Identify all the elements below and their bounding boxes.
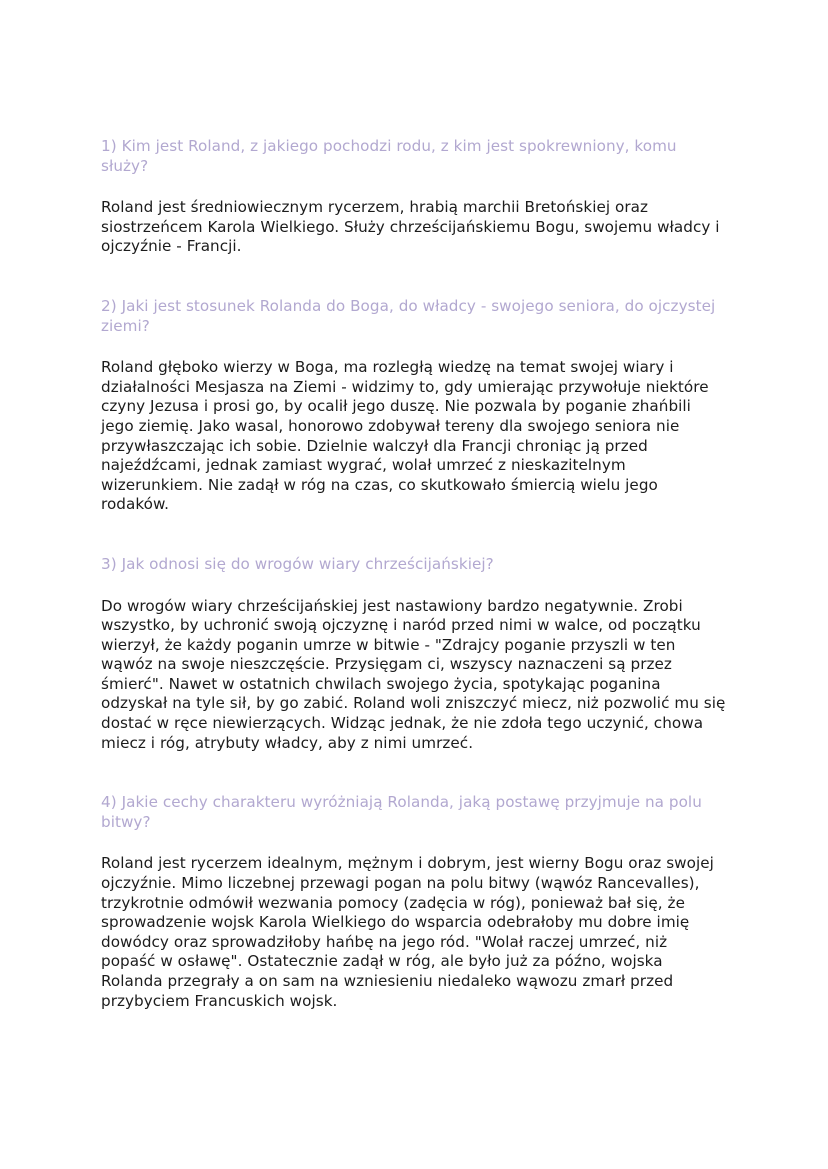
answer-4: Roland jest rycerzem idealnym, mężnym i dobrym, jest wierny Bogu oraz swojej ojczyźnie. Mimo liczebnej przewagi pogan na polu bitwy (wąwóz Rancevalles), trzykrotnie odmówił wezwania pomocy (zadęcia w róg), ponieważ bał się, że sprowadzenie wojsk Karola Wielkiego do wsparcia odebrałoby mu dobre imię dowódcy oraz sprowadziłoby hańbę na jego ród. "Wolał raczej umrzeć, niż popaść w osławę". Ostatecznie zadął w róg, ale było już za późno, wojska Rolanda przegrały a on sam na wzniesieniu niedaleko wąwozu zmarł przed przybyciem Francuskich wojsk. — [101, 854, 714, 1010]
answer-1: Roland jest średniowiecznym rycerzem, hrabią marchii Bretońskiej oraz siostrzeńcem Karola Wielkiego. Służy chrześcijańskiemu Bogu, swojemu władcy i ojczyźnie - Francji. — [101, 198, 720, 256]
answer-2: Roland głęboko wierzy w Boga, ma rozległą wiedzę na temat swojej wiary i działalności Mesjasza na Ziemi - widzimy to, gdy umierając przywołuje niektóre czyny Jezusa i prosi go, by ocalił jego duszę. Nie pozwala by poganie zhańbili jego ziemię. Jako wasal, honorowo zdobywał tereny dla swojego seniora nie przywłaszczając ich sobie. Dzielnie walczył dla Francji chroniąc ją przed najeźdźcami, jednak zamiast wygrać, wolał umrzeć z nieskazitelnym wizerunkiem. Nie zadął w róg na czas, co skutkowało śmiercią wielu jego rodaków. — [101, 358, 709, 514]
question-4: 4) Jakie cechy charakteru wyróżniają Rolanda, jaką postawę przyjmuje na polu bitwy? — [101, 793, 702, 831]
question-3: 3) Jak odnosi się do wrogów wiary chrześcijańskiej? — [101, 554, 494, 573]
qa-section-2 — [101, 297, 726, 515]
question-1: 1) Kim jest Roland, z jakiego pochodzi rodu, z kim jest spokrewniony, komu służy? — [101, 137, 677, 175]
question-2: 2) Jaki jest stosunek Rolanda do Boga, do władcy - swojego seniora, do ojczystej ziemi? — [101, 296, 716, 335]
answer-3: Do wrogów wiary chrześcijańskiej jest nastawiony bardzo negatywnie. Zrobi wszystko, by uchronić swoją ojczyznę i naród przed nimi w walce, od początku wierzył, że każdy poganin umrze w bitwie - "Zdrajcy poganie przyszli w ten wąwóz na swoje nieszczęście. Przysięgam ci, wszyscy naznaczeni są przez śmierć". Nawet w ostatnich chwilach swojego życia, spotykając poganina odzyskał na tyle sił, by go zabić. Roland woli zniszczyć miecz, niż pozwolić mu się dostać w ręce niewierzących. Widząc jednak, że nie zdoła tego uczynić, chowa miecz i róg, atrybuty władcy, aby z nimi umrzeć. — [101, 596, 726, 752]
qa-section-3 — [101, 555, 726, 753]
document-content — [101, 137, 726, 1051]
qa-section-1 — [101, 137, 726, 257]
qa-section-4 — [101, 793, 726, 1011]
